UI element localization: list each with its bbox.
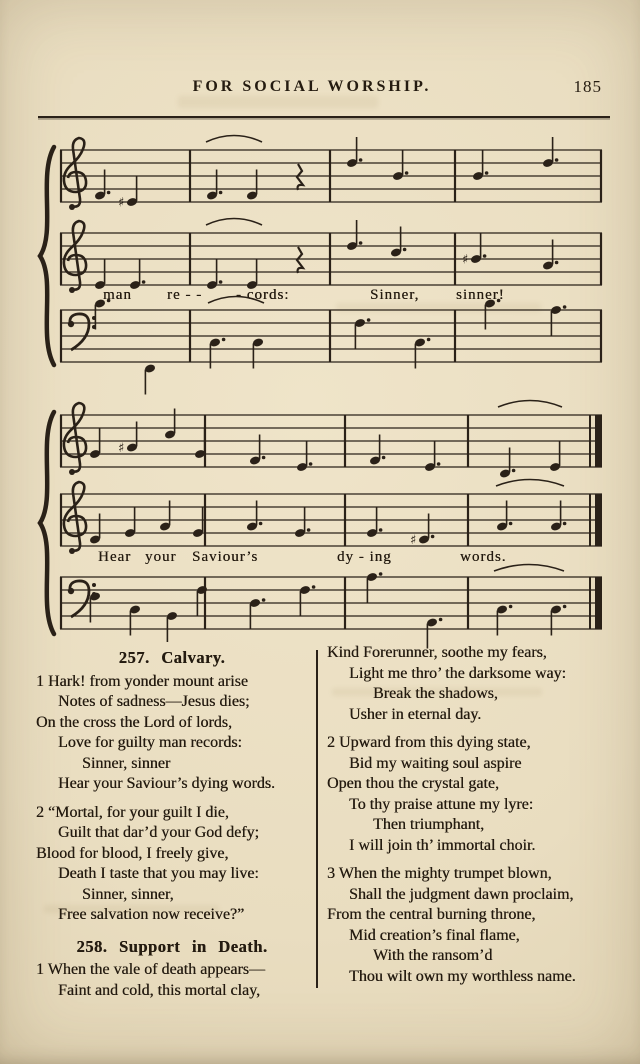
lyric-word: sinner! [456,287,505,303]
lyric-word: dy - ing [337,549,392,565]
music-system-2 [40,401,602,649]
hymn-line [327,725,613,733]
music-system-1 [40,136,602,395]
slur [496,480,564,487]
treble-staff [60,401,602,479]
lyric-word: - cords: [236,287,290,303]
hymn-line: To thy praise attune my lyre: [349,795,534,813]
system-brace [40,412,54,634]
slur [206,219,262,226]
lyric-word: re - - [167,287,203,303]
sharp-accidental: ♯ [462,252,469,268]
quarter-rest [297,247,303,273]
hymn-line: 3 When the mighty trumpet blown, [327,865,552,882]
hymn-line: 258. Support in Death. [76,936,268,956]
hymn-line: Light me thro’ the darksome way: [349,664,566,682]
treble-clef-icon [64,221,86,290]
hymn-line: Break the shadows, [373,685,498,702]
lyric-word: man [103,287,132,303]
hymn-line [36,795,308,803]
treble-clef-icon [64,482,86,551]
hymn-line: Sinner, sinner, [82,885,174,903]
hymn-line: Blood for blood, I freely give, [36,844,229,862]
system-brace [40,147,54,365]
lyric-word: your [145,549,177,565]
hymn-column-left [36,645,308,1001]
hymn-line: Guilt that dar’d your God defy; [58,824,259,841]
treble-clef-icon [64,403,86,472]
hymn-line: 2 “Mortal, for your guilt I die, [36,803,229,821]
hymn-column-right [327,643,613,987]
hymn-line: Thou wilt own my worthless name. [349,967,576,985]
sharp-accidental: ♯ [118,195,125,211]
running-title: FOR SOCIAL WORSHIP. [192,78,432,95]
lyric-word: Sinner, [370,287,420,303]
hymn-line: With the ransom’d [373,947,493,964]
hymn-line: Bid my waiting soul aspire [349,754,522,772]
hymn-line: Love for guilty man records: [58,734,242,751]
page-number: 185 [573,77,602,96]
quarter-rest [297,164,303,190]
hymn-line [327,856,613,864]
hymn-line: 1 Hark! from yonder mount arise [36,672,248,690]
sharp-accidental: ♯ [410,533,417,548]
column-divider [316,650,318,988]
bass-clef-icon [70,581,89,617]
hymn-line: 257. Calvary. [118,648,226,667]
hymn-line: Open thou the crystal gate, [327,775,499,792]
hymn-line: Sinner, sinner [82,754,171,772]
bass-staff [60,297,602,395]
hymn-line: Kind Forerunner, soothe my fears, [327,644,547,661]
hymn-line: From the central burning throne, [327,906,536,923]
hymn-line: Mid creation’s final flame, [349,926,520,944]
lyrics-line-2 [0,549,640,569]
hymn-line: Hear your Saviour’s dying words. [58,775,276,792]
hymn-line: On the cross the Lord of lords, [36,713,232,731]
hymn-line: Then triumphant, [373,816,485,833]
sharp-accidental: ♯ [118,441,125,456]
hymn-line: Free salvation now receive?” [58,906,245,923]
treble-staff [60,136,602,211]
treble-staff [60,480,602,555]
bass-clef-icon [70,314,89,350]
hymn-line: I will join th’ immortal choir. [349,836,536,854]
hymn-line: 2 Upward from this dying state, [327,734,531,751]
treble-clef-icon [64,138,86,207]
lyric-word: words. [460,549,507,565]
hymn-line: Notes of sadness—Jesus dies; [58,693,250,710]
hymn-line: 1 When the vale of death appears— [36,961,265,978]
lyric-word: Saviour’s [192,549,259,565]
lyric-word: Hear [98,549,132,565]
hymn-line [36,926,308,934]
hymn-line: Faint and cold, this mortal clay, [58,981,261,999]
hymn-line: Death I taste that you may live: [58,865,259,882]
bass-staff [60,565,602,649]
hymn-line: Usher in eternal day. [349,705,482,723]
lyrics-line-1 [0,287,640,307]
hymn-line: Shall the judgment dawn proclaim, [349,885,574,903]
slur [206,136,262,143]
slur [498,401,562,408]
treble-staff [60,219,602,294]
